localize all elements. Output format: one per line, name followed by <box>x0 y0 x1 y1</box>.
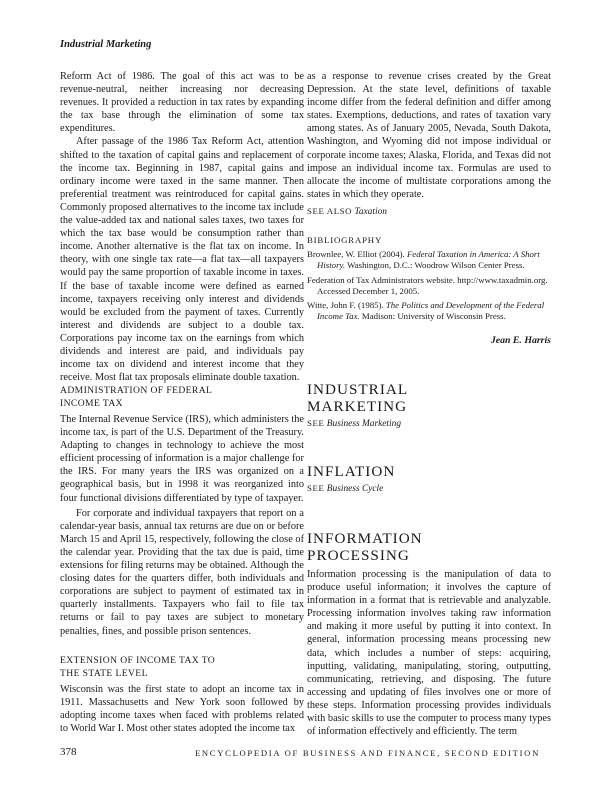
see-reference: SEE Business Cycle <box>307 483 384 494</box>
see-link[interactable]: Business Cycle <box>326 484 384 494</box>
paragraph: After passage of the 1986 Tax Reform Act, attention shifted to the taxation of capital gains and replacement of the income tax. Beginning in 1987, capital gains and ordinary income were taxed in the same manner. Then preferential treatment was reintroduced for capital gains. Commonly proposed alternatives to the income tax include the value-added tax and national sales taxes, two taxes for which the tax base would be consumption rather than income. Another alternative is the flat tax on income. In theory, with one single tax rate—a flat tax—all taxpayers would pay the same proportion of taxable income in taxes. If the base of taxable income were defined as earned income, taxpayers receiving only interest and dividends would be excluded from the payment of taxes. Currently interest and dividends are subject to a double tax. Corporations pay income tax on the earnings from which dividends and interest are paid, and individuals pay income tax on dividend and interest income that they receive. Most flat tax proposals eliminate double taxation. <box>60 136 304 384</box>
author-signature-wrap <box>307 335 551 346</box>
page-number: 378 <box>60 746 77 758</box>
left-column <box>60 70 304 384</box>
bibliography-entry: Brownlee, W. Elliot (2004). Federal Taxation in America: A Short History. Washington, D.C.: Woodrow Wilson Center Press. <box>307 248 540 271</box>
author-signature: Jean E. Harris <box>490 335 551 346</box>
bibliography-heading: BIBLIOGRAPHY <box>307 234 383 245</box>
paragraph: Reform Act of 1986. The goal of this act was to be revenue-neutral, neither increasing nor decreasing revenues. It provided a reduction in tax rates by expanding the tax base through the elimination of some tax expenditures. <box>60 71 304 135</box>
running-head: Industrial Marketing <box>60 39 152 50</box>
section-heading: EXTENSION OF INCOME TAX TO <box>60 655 216 666</box>
entry-inflation <box>307 463 551 494</box>
entry-industrial-marketing <box>307 381 551 429</box>
bibliography-entry: Witte, John F. (1985). The Politics and Development of the Federal Income Tax. Madison: University of Wisconsin Press. <box>307 300 545 322</box>
entry-title: MARKETING <box>307 398 408 415</box>
see-reference: SEE Business Marketing <box>307 418 402 429</box>
section-heading: ADMINISTRATION OF FEDERAL <box>60 385 213 396</box>
entry-title: INFLATION <box>307 463 396 480</box>
entry-information-processing <box>307 530 551 738</box>
see-also-label: SEE ALSO <box>307 205 353 216</box>
see-also-link[interactable]: Taxation <box>354 206 387 217</box>
entry-title: INDUSTRIAL <box>307 381 409 398</box>
paragraph: For corporate and individual taxpayers that report on a calendar-year basis, annual tax returns are due on or before March 15 and April 15, respectively, following the close of the calendar year. Providing that the tax due is paid, time extensions for filing returns may be obtained. Although the closing dates for the quarters differ, both individuals and corporations are subject to payment of estimated tax in quarterly installments. Taxpayers who fail to file tax returns or fail to pay taxes are subject to monetary penalties, fines, and possible prison sentences. <box>60 507 304 637</box>
paragraph: The Internal Revenue Service (IRS), which administers the income tax, is part of the U.S. Department of the Treasury. Adapting to changes in technology to achieve the most efficient processing of information is a major challenge for the IRS. For many years the IRS was organized on a geographical basis, but in 1998 it was reorganized into four functional divisions differentiated by type of taxpayer. <box>60 414 304 504</box>
section-administration <box>60 385 304 638</box>
publication-title: ENCYCLOPEDIA OF BUSINESS AND FINANCE, SECOND EDITION <box>194 748 540 758</box>
bibliography-entry: Federation of Tax Administrators website. http://www.taxadmin.org. Accessed December 1, 2005. <box>307 274 548 296</box>
entry-title: INFORMATION <box>307 530 423 547</box>
paragraph: Wisconsin was the first state to adopt an income tax in 1911. Massachusetts and New York soon followed by adopting income taxes when faced with problems related to World War I. Most other states adopted the income tax <box>60 684 304 735</box>
section-heading: THE STATE LEVEL <box>60 667 148 679</box>
see-link[interactable]: Business Marketing <box>326 419 402 429</box>
entry-title: PROCESSING <box>307 547 410 564</box>
section-state-level <box>60 655 304 735</box>
paragraph: as a response to revenue crises created by the Great Depression. At the state level, definitions of taxable income differ from the federal definition and differ among states. Exemptions, deductions, and rates of taxation vary among states. As of January 2005, Nevada, South Dakota, Washington, and Wyoming did not impose individual or corporate income taxes; Alaska, Florida, and Texas did not impose an individual income tax. Formulas are used to allocate the income of multistate corporations among the states in which they operate. <box>307 71 551 200</box>
see-also <box>307 206 551 217</box>
paragraph: Information processing is the manipulation of data to produce useful information; it involves the capture of information in a format that is retrievable and analyzable. Processing information involves taking raw information and making it more useful by putting it into context. In general, information processing means processing new data, which includes a number of steps: acquiring, inputting, validating, manipulating, storing, outputting, communicating, retrieving, and disposing. The future accessing and updating of files involves one or more of these steps. Information processing provides individuals with basic skills to use the computer to process many types of information effectively and efficiently. The term <box>307 569 551 738</box>
section-heading: INCOME TAX <box>60 397 124 409</box>
right-column <box>307 70 551 326</box>
